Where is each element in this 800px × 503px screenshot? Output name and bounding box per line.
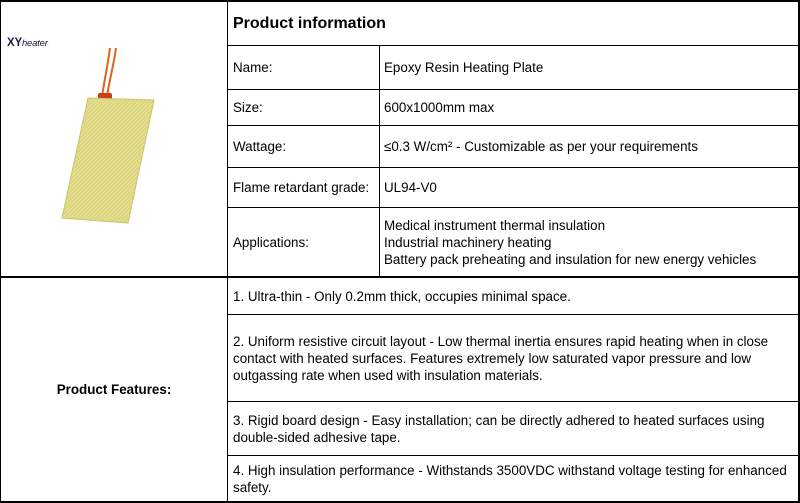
feature-item-2: 2. Uniform resistive circuit layout - Low thermal inertia ensures rapid heating when in close contact with heated surfaces. Features extremely low saturated vapor pressure and low outgassing rate when used with insulation materials.: [233, 333, 769, 383]
value-flame-grade: UL94-V0: [384, 180, 437, 195]
features-label: Product Features:: [56, 382, 172, 397]
label-wattage: Wattage:: [233, 139, 287, 154]
label-applications: Applications:: [233, 234, 309, 250]
label-flame-grade: Flame retardant grade:: [233, 180, 370, 195]
divider-image-column: [227, 0, 228, 503]
feature-item-1: 1. Ultra-thin - Only 0.2mm thick, occupies minimal space.: [233, 288, 571, 304]
section-title: Product information: [233, 15, 386, 32]
heating-plate-image: [58, 48, 188, 248]
application-item: Medical instrument thermal insulation: [384, 217, 606, 233]
application-item: Battery pack preheating and insulation for new energy vehicles: [384, 251, 757, 267]
value-size: 600x1000mm max: [384, 100, 495, 115]
plate-body: [62, 98, 154, 223]
brand-logo: [7, 37, 48, 49]
value-name: Epoxy Resin Heating Plate: [384, 60, 544, 75]
feature-item-4: 4. High insulation performance - Withstands 3500VDC withstand voltage testing for enhanced safety.: [233, 462, 787, 495]
feature-item-3: 3. Rigid board design - Easy installation; can be directly adhered to heated surfaces using double-sided adhesive tape.: [233, 412, 765, 445]
logo-bold-text: XY: [7, 37, 22, 49]
value-wattage: ≤0.3 W/cm² - Customizable as per your requirements: [384, 139, 698, 154]
label-name: Name:: [233, 60, 273, 75]
logo-italic-text: heater: [21, 38, 48, 49]
label-size: Size:: [233, 100, 263, 115]
application-item: Industrial machinery heating: [384, 234, 552, 250]
divider-label-column: [379, 45, 380, 276]
value-applications: [384, 208, 794, 276]
